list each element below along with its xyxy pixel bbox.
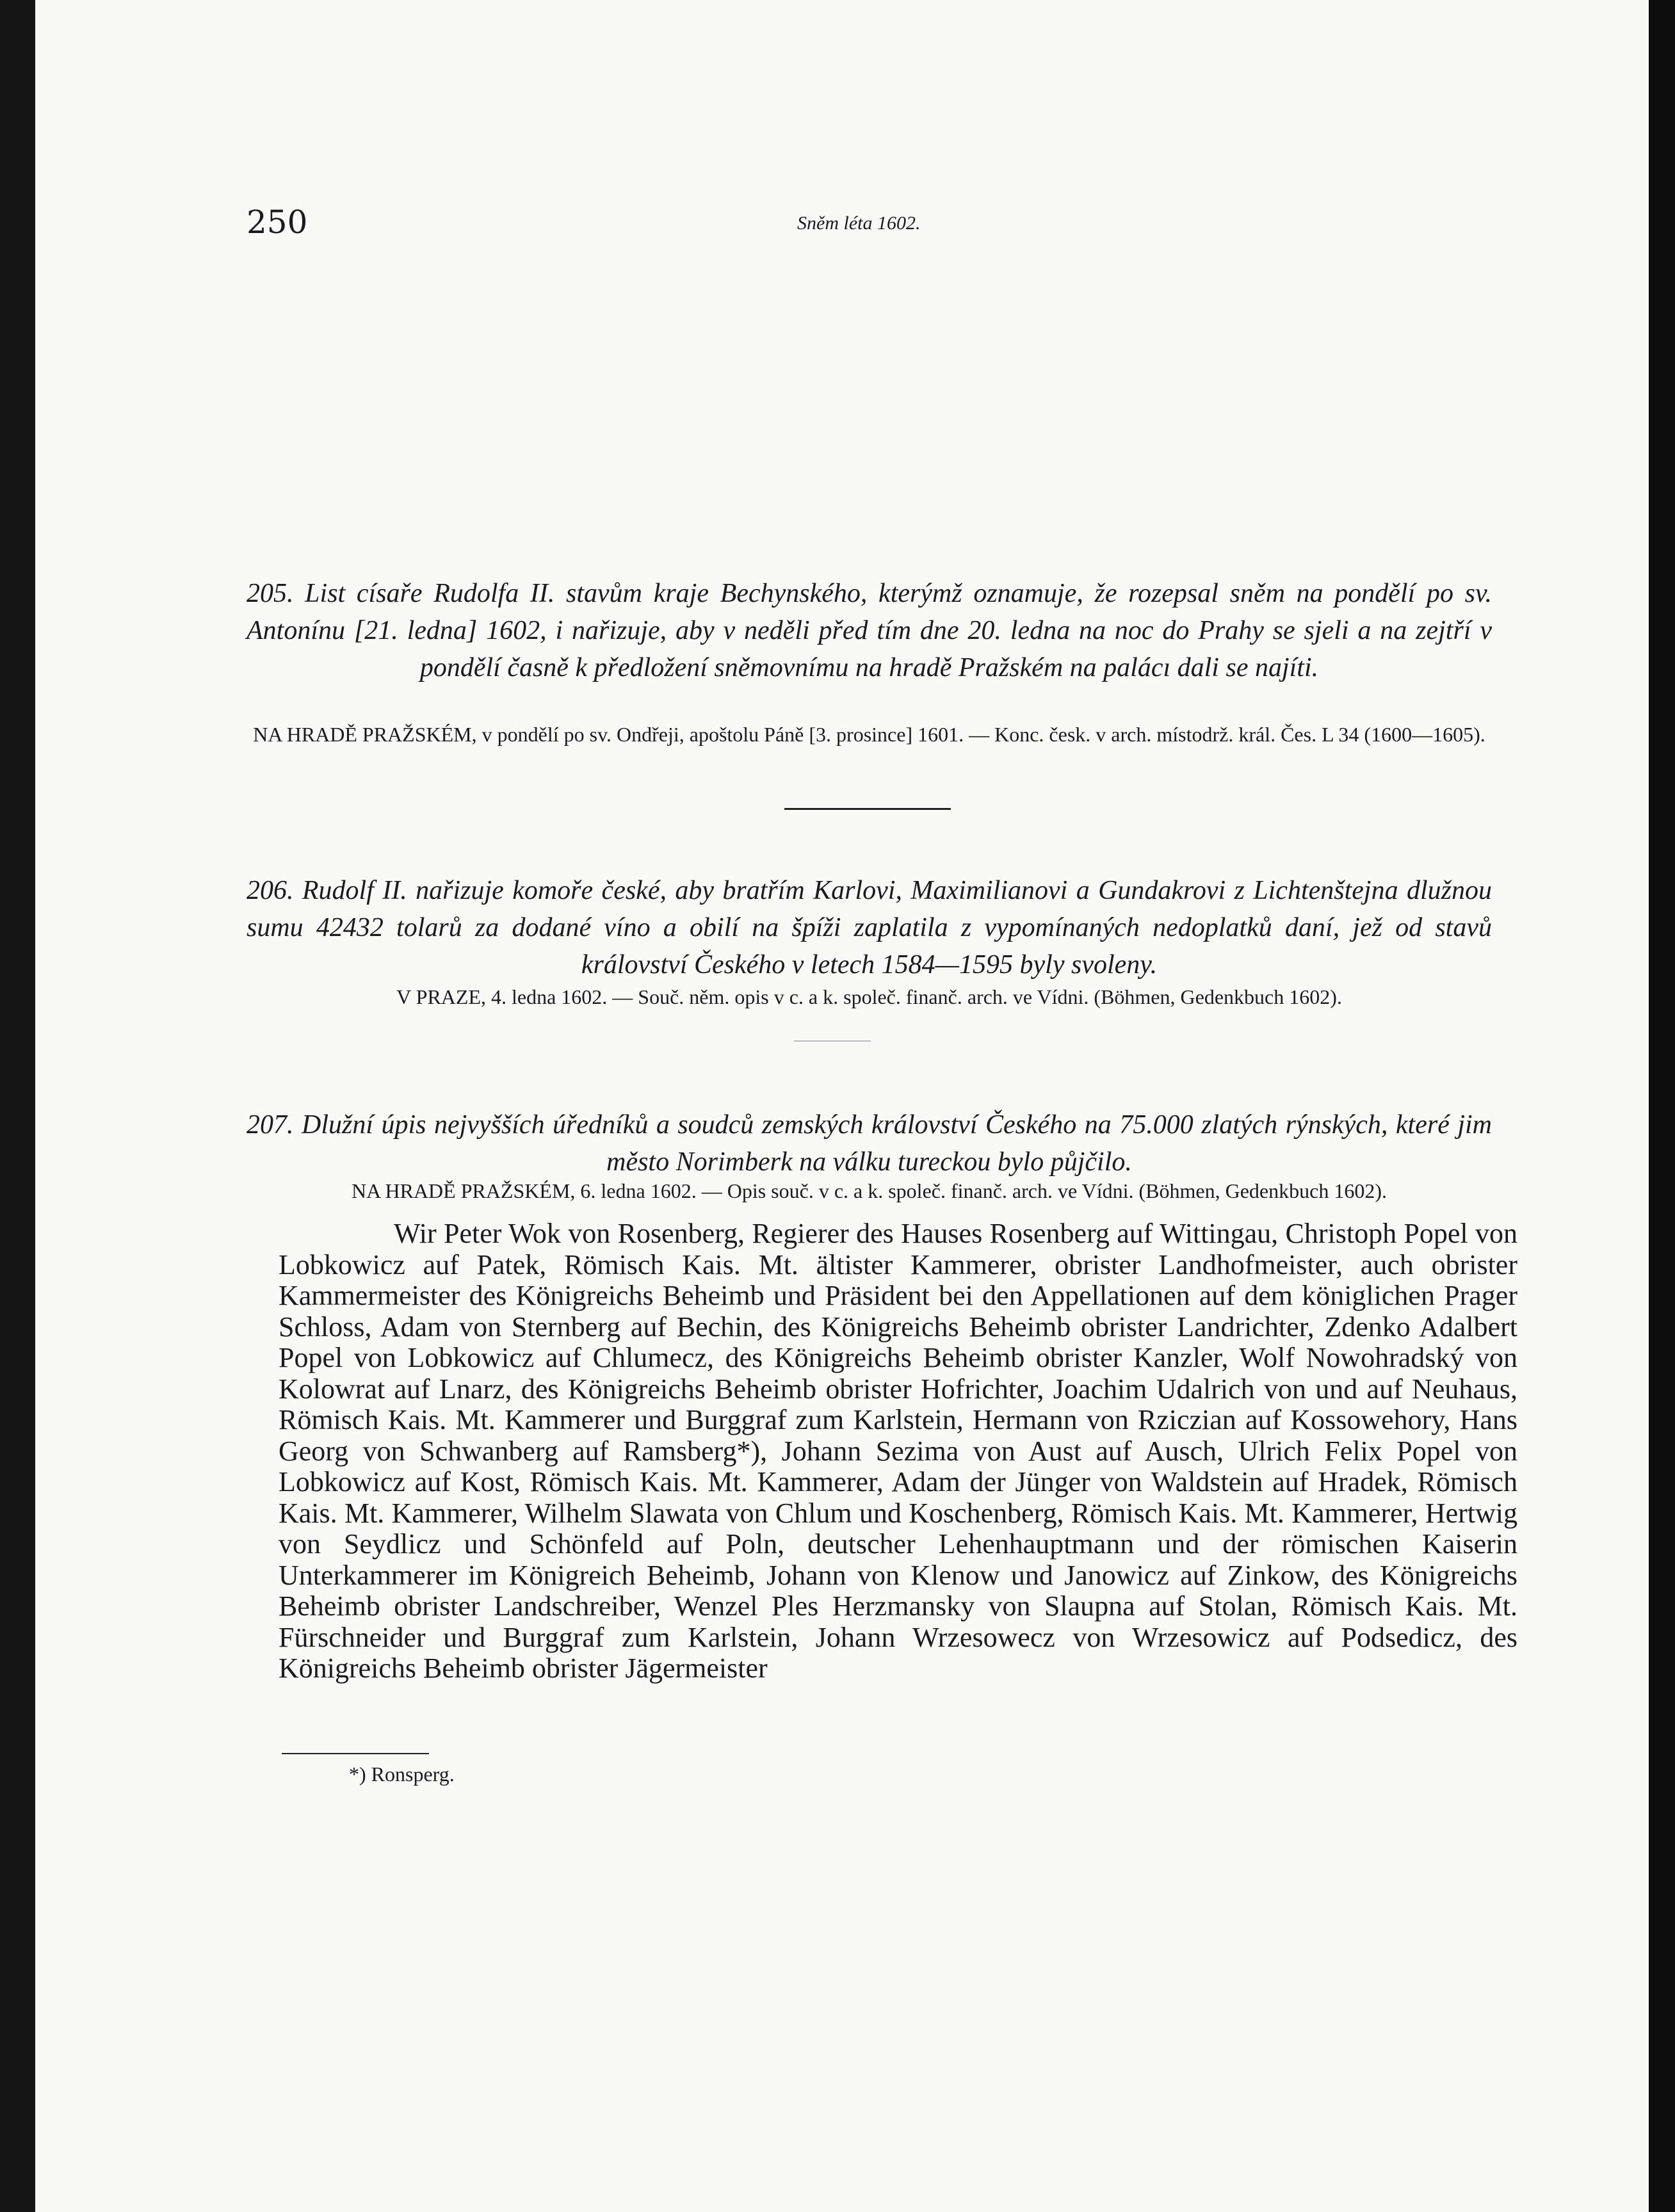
entry-205-source: NA HRADĚ PRAŽSKÉM, v pondělí po sv. Ondřeji, apoštolu Páně [3. prosince] 1601. — Konc. česk. v arch. místodrž. král. Čes. L 34 (1600—1605). (253, 723, 1485, 746)
footnote: *) Ronsperg. (349, 1763, 455, 1786)
scan-right-edge (1649, 0, 1675, 2212)
entry-206-heading: 206. Rudolf II. nařizuje komoře české, aby bratřím Karlovi, Maximilianovi a Gundakrovi z Lichtenštejna dlužnou sumu 42432 tolarů za dodané víno a obilí na špíži zaplatila z vypomínaných nedoplatků daní, jež od stavů království Českého v letech 1584—1595 byly svoleny. (247, 876, 1492, 980)
entry-207-heading: 207. Dlužní úpis nejvyšších úředníků a soudců zemských království Českého na 75.000 zlatých rýnských, které jim město Norimberk na válku tureckou bylo půjčilo. (247, 1110, 1492, 1177)
entry-206-source: V PRAZE, 4. ledna 1602. — Souč. něm. opis v c. a k. společ. finanč. arch. ve Vídni. (Böhmen, Gedenkbuch 1602). (396, 985, 1342, 1008)
scan-left-edge (0, 0, 35, 2212)
document-page (35, 0, 1649, 2212)
entry-divider-faint (794, 1040, 871, 1042)
document-body (279, 1218, 1517, 1684)
entry-divider (784, 808, 951, 810)
running-head: Sněm léta 1602. (797, 213, 921, 234)
page-number: 250 (247, 204, 308, 241)
footnote-rule (282, 1753, 429, 1754)
body-paragraph: Wir Peter Wok von Rosenberg, Regierer des Hauses Rosenberg auf Wittingau, Christoph Popel von Lobkowicz auf Patek, Römisch Kais. Mt. ältister Kammerer, obrister Landhofmeister, auch obrister Kammermeister des Königreichs Beheimb und Präsident bei den Appellationen auf dem königlichen Prager Schloss, Adam von Sternberg auf Bechin, des Königreichs Beheimb obrister Landrichter, Zdenko Adalbert Popel von Lobkowicz auf Chlumecz, des Königreichs Beheimb obrister Kanzler, Wolf Nowohradský von Kolowrat auf Lnarz, des Königreichs Beheimb obrister Hofrichter, Joachim Udalrich von und auf Neuhaus, Römisch Kais. Mt. Kammerer und Burggraf zum Karlstein, Hermann von Rziczian auf Kossowehory, Hans Georg von Schwanberg auf Ramsberg*), Johann Sezima von Aust auf Ausch, Ulrich Felix Popel von Lobkowicz auf Kost, Römisch Kais. Mt. Kammerer, Adam der Jünger von Waldstein auf Hradek, Römisch Kais. Mt. Kammerer, Wilhelm Slawata von Chlum und Koschenberg, Römisch Kais. Mt. Kammerer, Hertwig von Seydlicz und Schönfeld auf Poln, deutscher Lehenhauptmann und der römischen Kaiserin Unterkammerer im Königreich Beheimb, Johann von Klenow und Janowicz auf Zinkow, des Königreichs Beheimb obrister Landschreiber, Wenzel Ples Herzmansky von Slaupna auf Stolan, Römisch Kais. Mt. Fürschneider und Burggraf zum Karlstein, Johann Wrzesowecz von Wrzesowicz auf Podsedicz, des Königreichs Beheimb obrister Jägermeister (279, 1218, 1517, 1684)
entry-205-heading: 205. List císaře Rudolfa II. stavům kraje Bechynského, kterýmž oznamuje, že rozepsal sněm na pondělí po sv. Antonínu [21. ledna] 1602, i nařizuje, aby v neděli před tím dne 20. ledna na noc do Prahy se sjeli a na zejtří v pondělí časně k předložení sněmovnímu na hradě Pražském na palácı dali se najíti. (247, 579, 1492, 682)
entry-207-source: NA HRADĚ PRAŽSKÉM, 6. ledna 1602. — Opis souč. v c. a k. společ. finanč. arch. ve Vídni. (Böhmen, Gedenkbuch 1602). (352, 1179, 1387, 1202)
